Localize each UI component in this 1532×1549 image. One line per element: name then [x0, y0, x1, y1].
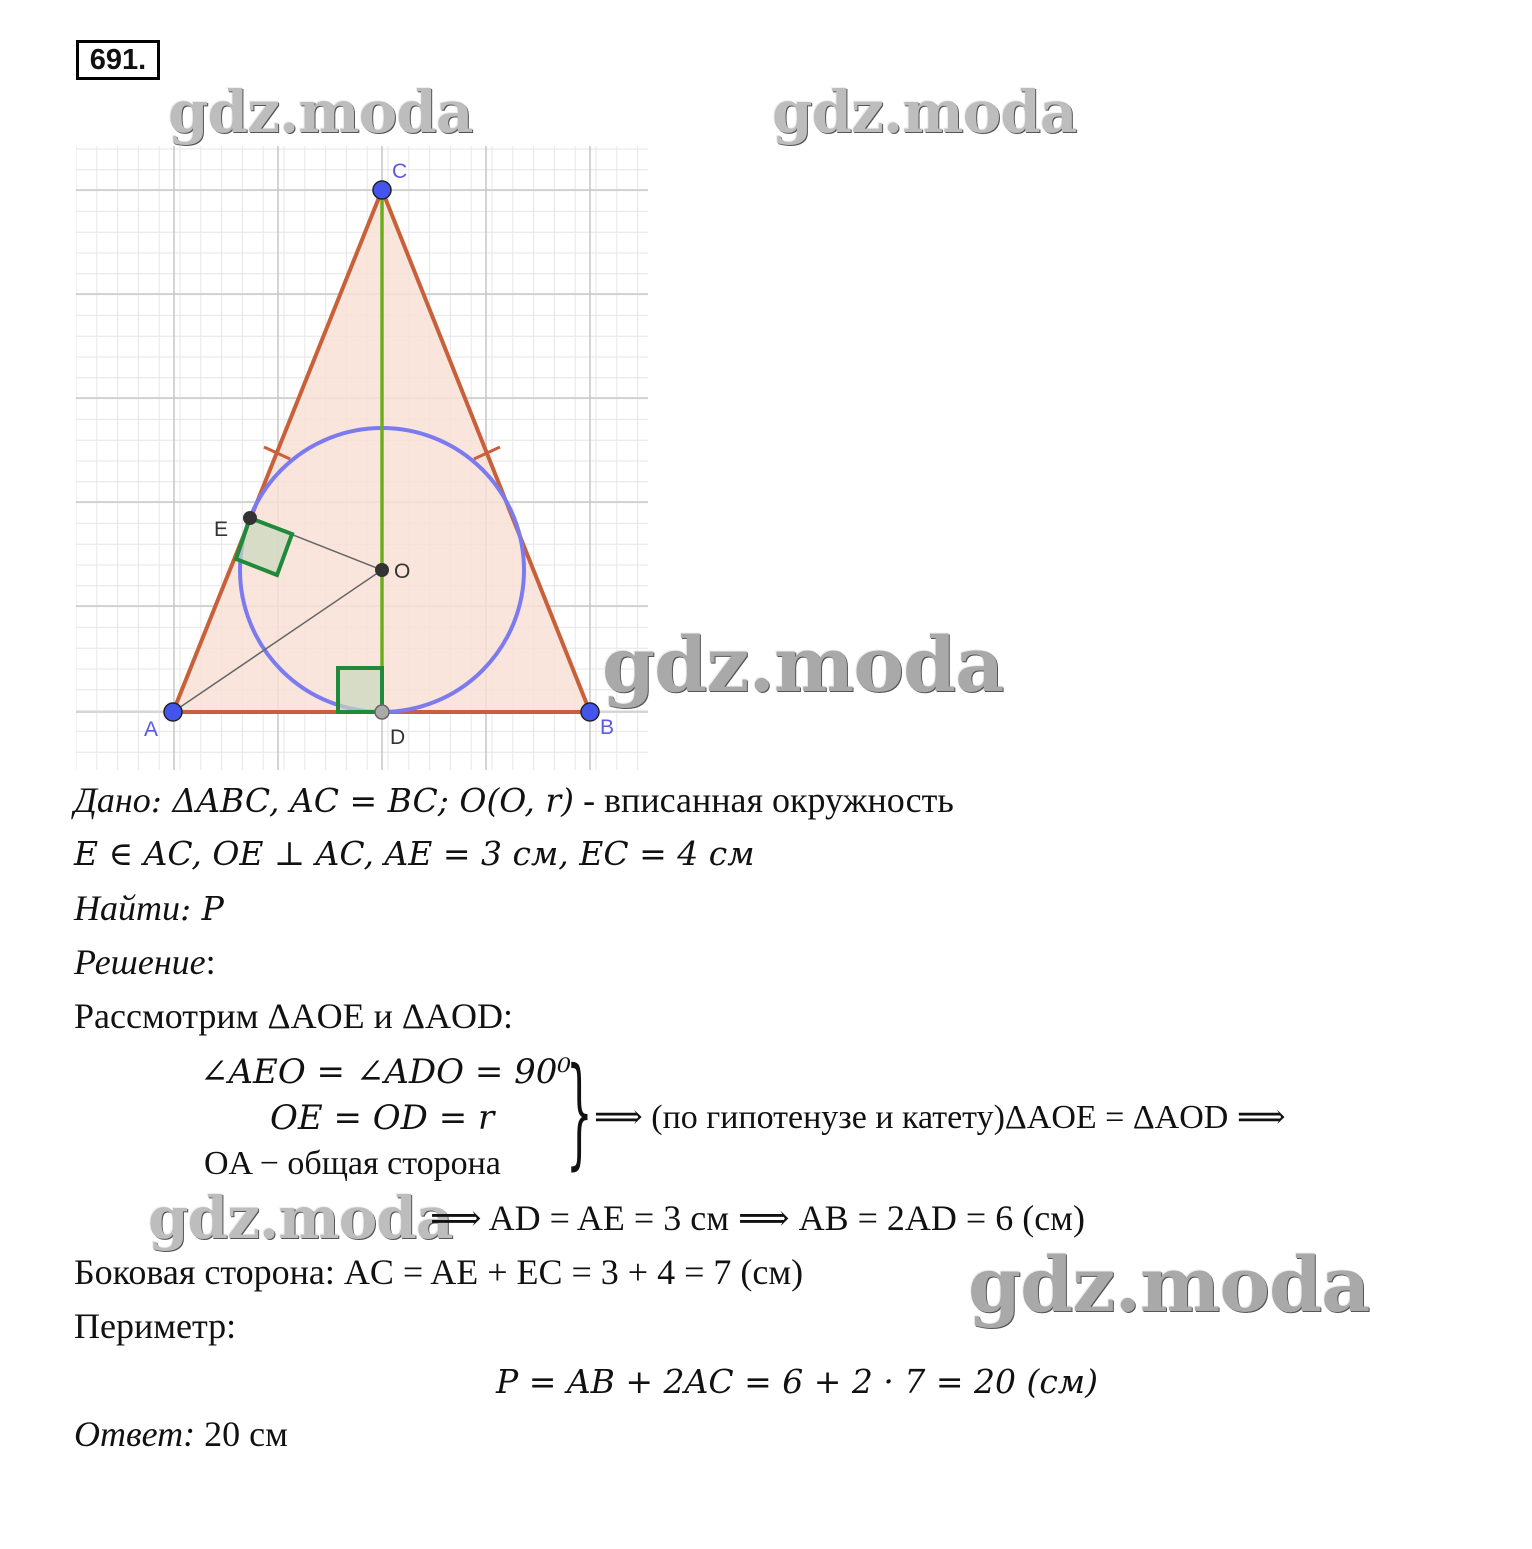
ad-line: ⟹ AD = AE = 3 см ⟹ AB = 2AD = 6 (см) — [430, 1198, 1085, 1238]
given-formula: : ΔABC, AC = BC; O(O, r) — [150, 781, 575, 820]
point-b — [581, 703, 599, 721]
watermark: gdz.moda — [772, 78, 1077, 146]
label-d: D — [390, 726, 406, 749]
watermark: gdz.moda — [148, 1184, 453, 1252]
right-angle-d — [338, 668, 382, 712]
watermark: gdz.moda — [968, 1240, 1370, 1329]
system-row-2: OE = OD = r — [270, 1098, 495, 1138]
consider-line: Рассмотрим ΔAOE и ΔAOD: — [74, 996, 514, 1036]
given-line-1 — [74, 780, 954, 821]
answer-label: Ответ: — [74, 1414, 196, 1454]
point-c — [373, 181, 391, 199]
answer-value: 20 см — [195, 1414, 288, 1454]
right-brace-icon: } — [566, 1043, 593, 1182]
answer-line — [74, 1414, 288, 1454]
label-o: O — [394, 560, 411, 583]
label-e: E — [214, 518, 229, 541]
watermark: gdz.moda — [602, 620, 1004, 709]
problem-number: 691. — [76, 40, 160, 80]
solution-colon: : — [205, 942, 216, 982]
point-e — [243, 511, 257, 525]
point-d — [375, 705, 389, 719]
equation-system — [200, 1050, 580, 1182]
given-line-2: E ∈ AC, OE ⊥ AC, AE = 3 см, EC = 4 см — [74, 834, 755, 873]
system-row-1: ∠AEO = ∠ADO = 90⁰ — [200, 1052, 572, 1092]
label-a: A — [144, 718, 159, 741]
label-b: B — [600, 716, 615, 739]
watermark: gdz.moda — [168, 78, 473, 146]
system-conclusion: ⟹ (по гипотенузе и катету)ΔAOE = ΔAOD ⟹ — [594, 1099, 1286, 1136]
system-row-3: OA − общая сторона — [204, 1145, 501, 1182]
find-line — [74, 888, 224, 929]
perimeter-label: Периметр: — [74, 1306, 237, 1346]
label-c: C — [392, 160, 408, 183]
point-o — [375, 563, 389, 577]
side-line: Боковая сторона: AC = AE + EC = 3 + 4 = 7 (см) — [74, 1252, 804, 1292]
solution-label: Решение — [74, 942, 206, 982]
find-label: Найти — [74, 888, 180, 928]
find-value: : P — [180, 889, 224, 928]
perimeter-formula: P = AB + 2AC = 6 + 2 · 7 = 20 (см) — [496, 1362, 1099, 1401]
given-label: Дано — [74, 780, 151, 820]
solution-line — [74, 942, 216, 982]
point-a — [164, 703, 182, 721]
triangle-figure — [76, 146, 648, 770]
given-text: - вписанная окружность — [574, 780, 954, 820]
